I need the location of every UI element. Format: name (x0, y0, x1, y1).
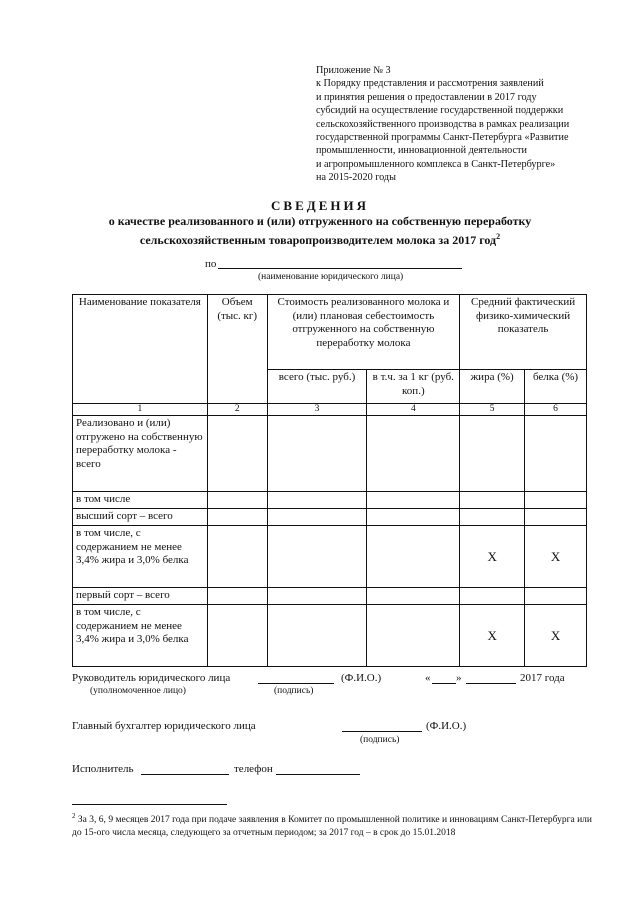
subtitle-line-2 (60, 229, 580, 248)
header-physchem: Средний фактический физико-химический показатель (460, 295, 587, 370)
appendix-line: к Порядку представления и рассмотрения заявлений (316, 78, 544, 90)
appendix-block (316, 64, 616, 185)
subtitle-line-1: о качестве реализованного и (или) отгруженного на собственную переработку (108, 214, 532, 228)
column-number: 6 (525, 404, 587, 416)
date-close-quote: » (456, 672, 462, 684)
date-day-field[interactable] (432, 683, 456, 684)
header-per-kg: в т.ч. за 1 кг (руб. коп.) (367, 370, 460, 404)
footnote (72, 810, 592, 839)
cell-protein[interactable]: X (525, 605, 587, 667)
document-title: СВЕДЕНИЯ (271, 198, 369, 213)
header-name: Наименование показателя (73, 295, 208, 404)
header-fat: жира (%) (460, 370, 525, 404)
cell-fat[interactable]: X (460, 526, 525, 588)
head-sub-caption: (уполномоченное лицо) (90, 686, 186, 696)
head-signature-field[interactable] (258, 683, 334, 684)
cell-fat[interactable] (460, 588, 525, 605)
cell-volume[interactable] (207, 605, 267, 667)
footnote-number: 2 (72, 812, 76, 820)
column-number: 2 (207, 404, 267, 416)
row-label: в том числе (73, 492, 208, 509)
appendix-line: государственной программы Санкт-Петербурга «Развитие (316, 132, 569, 144)
quality-table (72, 294, 587, 667)
cell-per-kg[interactable] (367, 492, 460, 509)
cell-total[interactable] (267, 605, 367, 667)
row-label: Реализовано и (или) отгружено на собственную переработку молока - всего (73, 416, 208, 492)
org-caption: (наименование юридического лица) (258, 272, 404, 282)
date-open-quote: « (425, 672, 431, 684)
cell-protein[interactable] (525, 416, 587, 492)
head-signature-caption: (подпись) (274, 686, 314, 696)
table-row (73, 526, 587, 588)
column-number: 5 (460, 404, 525, 416)
cell-volume[interactable] (207, 509, 267, 526)
footnote-text: За 3, 6, 9 месяцев 2017 года при подаче заявления в Комитет по промышленной политике и инновациям Санкт-Петербурга или до 15-ого числа месяца, следующего за отчетным периодом; за 2017 год – в срок до 15.01.2018 (72, 815, 593, 838)
cell-per-kg[interactable] (367, 509, 460, 526)
cell-fat[interactable] (460, 416, 525, 492)
phone-field[interactable] (276, 774, 360, 775)
appendix-line: и принятия решения о предоставлении в 2017 году (316, 91, 537, 103)
cell-total[interactable] (267, 416, 367, 492)
head-label: Руководитель юридического лица (72, 672, 231, 684)
cell-per-kg[interactable] (367, 526, 460, 588)
cell-volume[interactable] (207, 526, 267, 588)
cell-per-kg[interactable] (367, 588, 460, 605)
accountant-signature-field[interactable] (342, 731, 422, 732)
appendix-line: сельскохозяйственного производства в рамках реализации (316, 118, 570, 130)
row-label: первый сорт – всего (73, 588, 208, 605)
column-number: 1 (73, 404, 208, 416)
cell-volume[interactable] (207, 416, 267, 492)
accountant-fio-label: (Ф.И.О.) (426, 720, 467, 732)
cell-volume[interactable] (207, 588, 267, 605)
appendix-line: и агропромышленного комплекса в Санкт-Петербурге» (316, 158, 556, 170)
document-subtitle (60, 214, 580, 248)
row-label: в том числе, с содержанием не менее 3,4% жира и 3,0% белка (73, 526, 208, 588)
appendix-line: Приложение № 3 (316, 65, 391, 76)
header-total: всего (тыс. руб.) (267, 370, 367, 404)
table-row (73, 588, 587, 605)
executor-field[interactable] (141, 774, 229, 775)
executor-label: Исполнитель (72, 763, 134, 775)
appendix-line: на 2015-2020 годы (316, 172, 396, 184)
cell-protein[interactable] (525, 588, 587, 605)
org-prefix: по (205, 258, 217, 270)
org-name-field[interactable] (218, 268, 462, 269)
cell-total[interactable] (267, 588, 367, 605)
date-month-field[interactable] (466, 683, 516, 684)
cell-fat[interactable] (460, 492, 525, 509)
column-number: 4 (367, 404, 460, 416)
footnote-divider (72, 804, 227, 805)
accountant-label: Главный бухгалтер юридического лица (72, 720, 256, 732)
head-fio-label: (Ф.И.О.) (341, 672, 382, 684)
row-label: в том числе, с содержанием не менее 3,4% жира и 3,0% белка (73, 605, 208, 667)
cell-protein[interactable]: X (525, 526, 587, 588)
cell-volume[interactable] (207, 492, 267, 509)
column-number: 3 (267, 404, 367, 416)
header-cost: Стоимость реализованного молока и (или) плановая себестоимость отгруженного на собственную переработку молока (267, 295, 460, 370)
cell-protein[interactable] (525, 509, 587, 526)
footnote-reference: 2 (496, 232, 501, 241)
header-volume: Объем (тыс. кг) (207, 295, 267, 404)
cell-total[interactable] (267, 526, 367, 588)
appendix-line: промышленности, инновационной деятельности (316, 145, 527, 157)
date-year: 2017 года (520, 672, 565, 684)
table-row (73, 509, 587, 526)
accountant-signature-caption: (подпись) (360, 735, 400, 745)
row-label: высший сорт – всего (73, 509, 208, 526)
appendix-line: субсидий на осуществление государственной поддержки (316, 105, 564, 117)
phone-label: телефон (234, 763, 273, 775)
cell-fat[interactable]: X (460, 605, 525, 667)
table-row (73, 492, 587, 509)
table-row (73, 416, 587, 492)
cell-fat[interactable] (460, 509, 525, 526)
header-protein: белка (%) (525, 370, 587, 404)
cell-protein[interactable] (525, 492, 587, 509)
cell-total[interactable] (267, 492, 367, 509)
subtitle-line-2-text: сельскохозяйственным товаропроизводителем молока за 2017 год (139, 233, 497, 247)
table-row (73, 605, 587, 667)
cell-per-kg[interactable] (367, 605, 460, 667)
cell-total[interactable] (267, 509, 367, 526)
cell-per-kg[interactable] (367, 416, 460, 492)
